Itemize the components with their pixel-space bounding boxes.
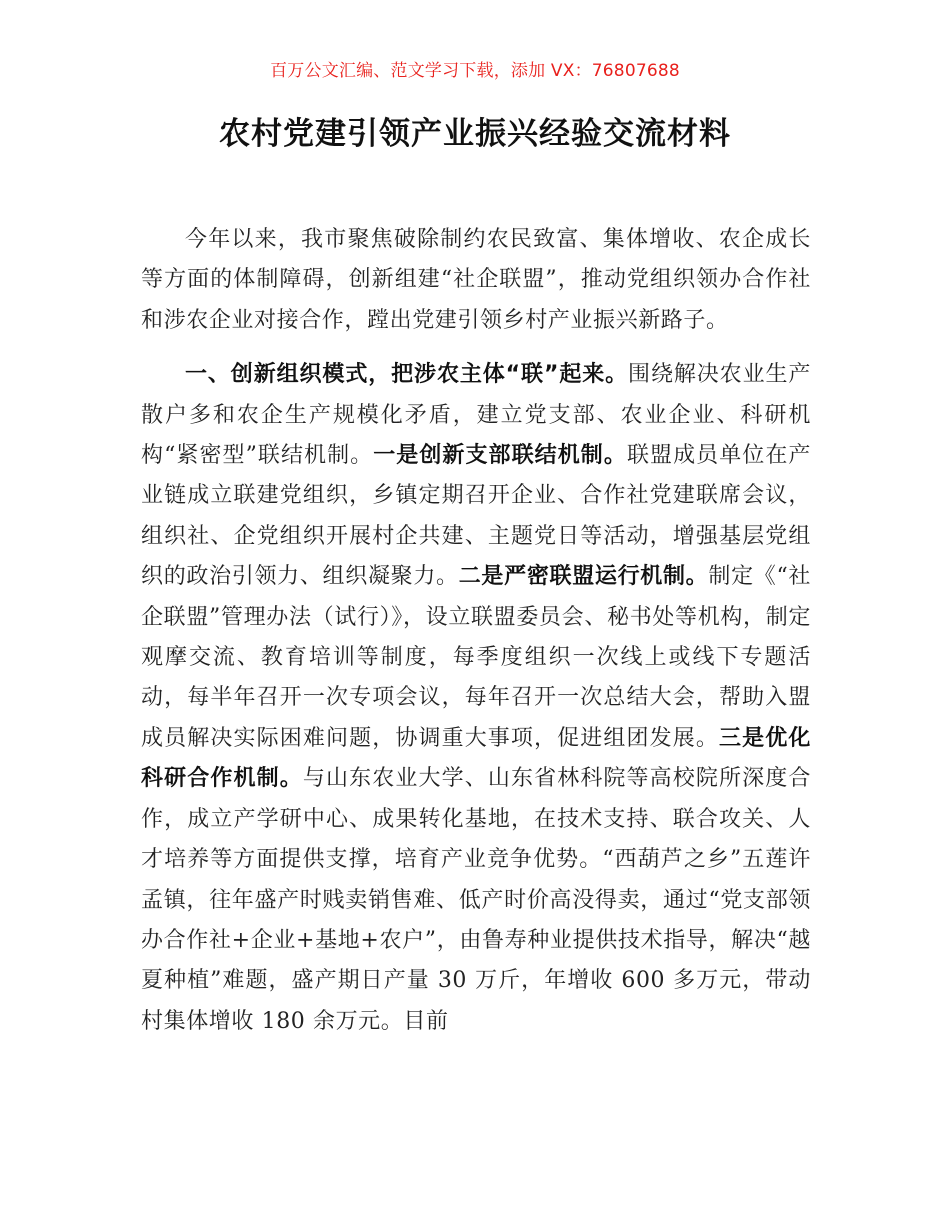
item-2-text: 制定《“社企联盟”管理办法（试行）》，设立联盟委员会、秘书处等机构，制定观摩交流、教育培训等制度，每季度组织一次线上或线下专题活动，每半年召开一次专项会议，每年召开一次总结大会，帮助入盟成员解决实际困难问题，协调重大事项，促进组团发展。 bbox=[141, 564, 811, 751]
item-2-heading: 二是严密联盟运行机制。 bbox=[458, 564, 709, 590]
document-title: 农村党建引领产业振兴经验交流材料 bbox=[219, 116, 731, 152]
document-body bbox=[141, 220, 811, 1056]
item-3-text: 与山东农业大学、山东省林科院等高校院所深度合作，成立产学研中心、成果转化基地，在技术支持、联合攻关、人才培养等方面提供支撑，培育产业竞争优势。“西葫芦之乡”五莲许孟镇，往年盛产时贱卖销售难、低产时价高没得卖，通过“党支部领办合作社+企业+基地+农户”，由鲁寿种业提供技术指导，解决“越夏种植”难题，盛产期日产量 30 万斤，年增收 600 多万元，带动村集体增收 180 余万元。目前 bbox=[141, 766, 812, 1034]
item-1-text: 联盟成员单位在产业链成立联建党组织，乡镇定期召开企业、合作社党建联席会议，组织社、企党组织开展村企共建、主题党日等活动，增强基层党组织的政治引领力、组织凝聚力。 bbox=[141, 443, 811, 590]
section-1-paragraph bbox=[141, 355, 811, 1042]
section-1-heading: 一、创新组织模式，把涉农主体“联”起来。 bbox=[185, 362, 629, 388]
section-1-lead: 围绕解决农业生产散户多和农企生产规模化矛盾，建立党支部、农业企业、科研机构“紧密型”联结机制。 bbox=[141, 362, 811, 469]
item-1-heading: 一是创新支部联结机制。 bbox=[373, 443, 627, 469]
header-note: 百万公文汇编、范文学习下载，添加 VX：76807688 bbox=[270, 61, 680, 81]
intro-paragraph: 今年以来，我市聚焦破除制约农民致富、集体增收、农企成长等方面的体制障碍，创新组建“社企联盟”，推动党组织领办合作社和涉农企业对接合作，蹚出党建引领乡村产业振兴新路子。 bbox=[141, 227, 811, 333]
item-3-heading: 三是优化科研合作机制。 bbox=[141, 725, 811, 792]
